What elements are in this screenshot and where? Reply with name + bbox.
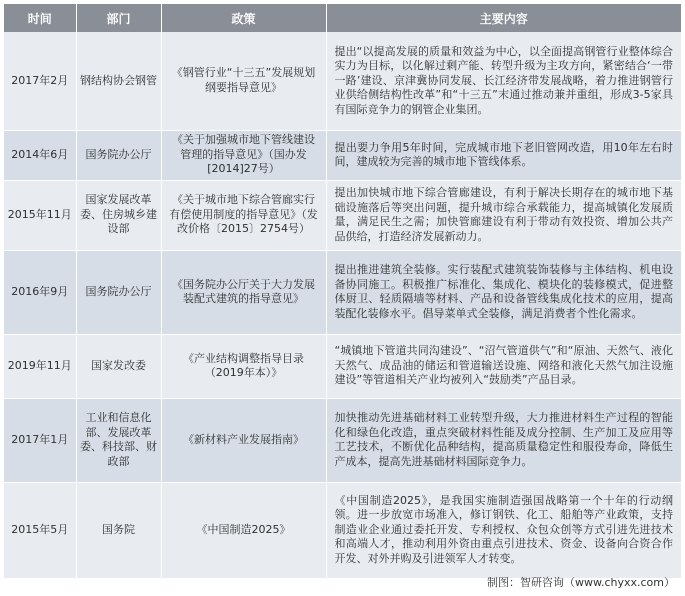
header-content: 主要内容: [326, 4, 681, 32]
cell-policy: 《关于城市地下综合管廊实行有偿使用制度的指导意见》（发改价格〔2015〕2754号）: [161, 180, 326, 250]
source-credit: 制图：智研咨询（www.chyxx.com）: [486, 576, 675, 589]
table-row: [4, 482, 681, 578]
cell-dept: 国务院: [76, 482, 161, 578]
cell-time: 2017年2月: [4, 32, 76, 130]
cell-time: 2015年5月: [4, 482, 76, 578]
cell-dept: 国务院办公厅: [76, 130, 161, 180]
table-row: [4, 398, 681, 482]
cell-content: 提出要力争用5年时间，完成城市地下老旧管网改造，用10年左右时间，建成较为完善的城市地下管线体系。: [326, 130, 681, 180]
cell-policy: 《国务院办公厅关于大力发展装配式建筑的指导意见》: [161, 250, 326, 334]
cell-time: 2015年11月: [4, 180, 76, 250]
table-row: [4, 250, 681, 334]
cell-dept: 国家发改委: [76, 334, 161, 398]
policy-table: [4, 4, 681, 579]
cell-content: 《中国制造2025》，是我国实施制造强国战略第一个十年的行动纲领。进一步放宽市场准入，修订钢铁、化工、船舶等产业政策，支持制造业企业通过委托开发、专利授权、众包众创等方式引进先进技术和高端人才，推动利用外资由重点引进技术、资金、设备向合资合作开发、对外并购及引进领军人才转变。: [326, 482, 681, 578]
cell-time: 2019年11月: [4, 334, 76, 398]
header-time: 时间: [4, 4, 76, 32]
cell-content: 提出“以提高发展的质量和效益为中心，以全面提高钢管行业整体综合实力为目标，以化解过剩产能、转型升级为主攻方向，紧密结合‘一带一路’建设、京津冀协同发展、长江经济带发展战略，着力推进钢管行业供给侧结构性改革”和“十三五”末通过推动兼并重组，形成3-5家具有国际竞争力的钢管企业集团。: [326, 32, 681, 130]
header-policy: 政策: [161, 4, 326, 32]
table-row: [4, 32, 681, 130]
cell-dept: 国务院办公厅: [76, 250, 161, 334]
cell-policy: 《中国制造2025》: [161, 482, 326, 578]
cell-dept: 国家发展改革委、住房城乡建设部: [76, 180, 161, 250]
cell-dept: 钢结构协会钢管: [76, 32, 161, 130]
cell-content: 加快推动先进基础材料工业转型升级，大力推进材料生产过程的智能化和绿色化改造，重点突破材料性能及成分控制、生产加工及应用等工艺技术，不断优化品种结构，提高质量稳定性和服役寿命，降低生产成本，提高先进基础材料国际竞争力。: [326, 398, 681, 482]
header-dept: 部门: [76, 4, 161, 32]
cell-policy: 《新材料产业发展指南》: [161, 398, 326, 482]
table-header-row: [4, 4, 681, 32]
table-row: [4, 180, 681, 250]
table-row: [4, 130, 681, 180]
cell-policy: 《产业结构调整指导目录（2019年本）》: [161, 334, 326, 398]
cell-time: 2016年9月: [4, 250, 76, 334]
cell-dept: 工业和信息化部、发展改革委、科技部、财政部: [76, 398, 161, 482]
table-row: [4, 334, 681, 398]
cell-time: 2014年6月: [4, 130, 76, 180]
cell-policy: 《关于加强城市地下管线建设管理的指导意见》（国办发[2014]27号）: [161, 130, 326, 180]
cell-content: 提出加快城市地下综合管廊建设，有利于解决长期存在的城市地下基础设施落后等突出问题，提升城市综合承载能力，提高城镇化发展质量，满足民生之需；加快管廊建设有利于带动有效投资、增加公共产品供给，打造经济发展新动力。: [326, 180, 681, 250]
cell-content: 提出推进建筑全装修。实行装配式建筑装饰装修与主体结构、机电设备协同施工。积极推广标准化、集成化、模块化的装修模式，促进整体厨卫、轻质隔墙等材料、产品和设备管线集成化技术的应用，提高装配化装修水平。倡导菜单式全装修，满足消费者个性化需求。: [326, 250, 681, 334]
cell-policy: 《钢管行业“十三五”发展规划纲要指导意见》: [161, 32, 326, 130]
cell-content: “城镇地下管道共同沟建设”、“沼气管道供气”和“原油、天然气、液化天然气、成品油的储运和管道输送设施、网络和液化天然气加注设施建设”等管道相关产业均被列入“鼓励类”产品目录。: [326, 334, 681, 398]
cell-time: 2017年1月: [4, 398, 76, 482]
